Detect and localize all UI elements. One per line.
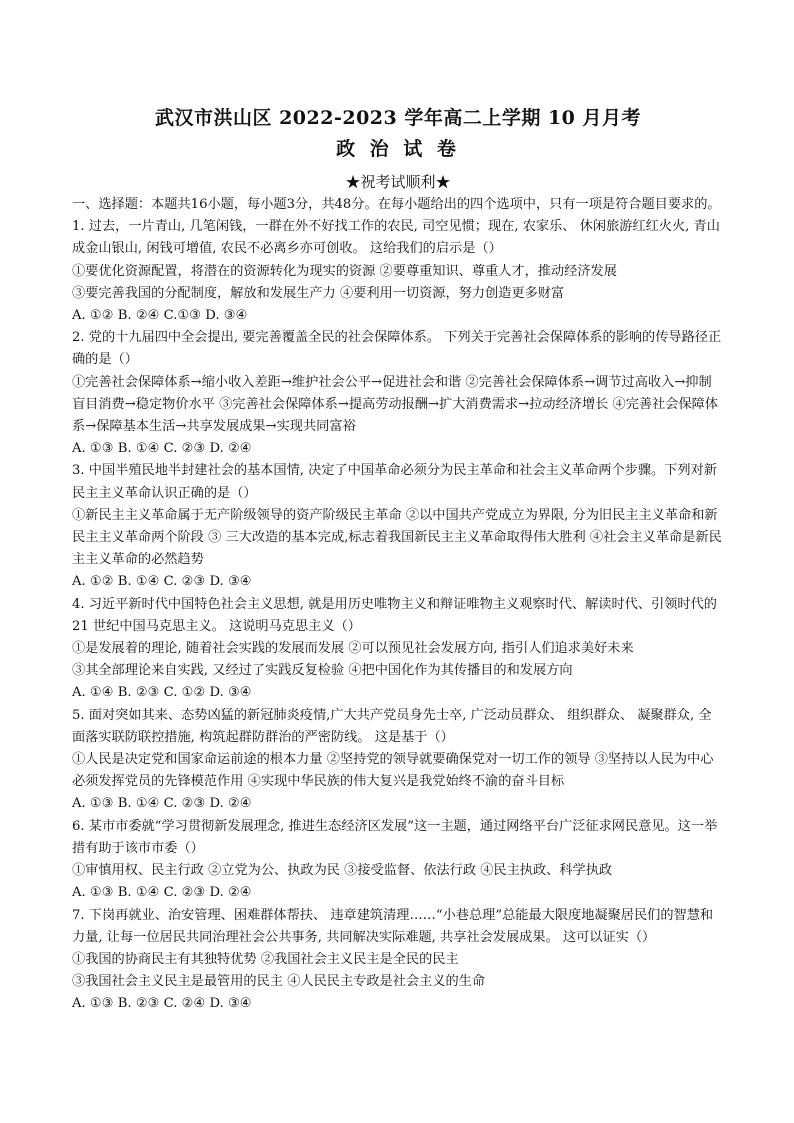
- question-4: [72, 594, 724, 705]
- question-options: A. ①③ B. ①④ C. ②③ D. ②④: [72, 796, 252, 812]
- question-statements: ③我国社会主义民主是最管用的民主 ④人民民主专政是社会主义的生命: [72, 974, 486, 990]
- question-options: A. ①③ B. ②③ C. ②④ D. ③④: [72, 996, 252, 1012]
- question-statements: ①审慎用权、民主行政 ②立党为公、执政为民 ③接受监督、依法行政 ④民主执政、科学执政: [72, 863, 613, 879]
- question-stem: 5. 面对突如其来、态势凶猛的新冠肺炎疫情,广大共产党员身先士卒, 广泛动员群众、 组织群众、 凝聚群众, 全面落实联防联控措施, 构筑起群防群治的严密防线。 这是基于（）: [72, 707, 712, 745]
- question-6: [72, 816, 724, 905]
- question-stem: 3. 中国半殖民地半封建社会的基本国情, 决定了中国革命必须分为民主革命和社会主义革命两个步骤。下列对新民主主义革命认识正确的是（）: [72, 463, 717, 501]
- exam-subtitle: 政 治 试 卷: [336, 138, 460, 160]
- question-stem: 2. 党的十九届四中全会提出, 要完善覆盖全民的社会保障体系。 下列关于完善社会保障体系的影响的传导路径正确的是（）: [72, 330, 722, 368]
- question-2: [72, 327, 724, 460]
- section-intro: 一、选择题：本题共16小题，每小题3分，共48分。在每小题给出的四个选项中，只有一项是符合题目要求的。: [72, 197, 721, 212]
- question-1: [72, 216, 724, 327]
- question-statements: ①新民主主义革命属于无产阶级领导的资产阶级民主革命 ②以中国共产党成立为界限, 分为旧民主主义革命和新民主主义革命两个阶段 ③ 三大改造的基本完成,标志着我国新民主主义革命取得伟大胜利 ④社会主义革命是新民主主义革命的必然趋势: [72, 507, 722, 568]
- blessing-text: ★祝考试顺利★: [345, 173, 451, 191]
- question-statements: ①我国的协商民主有其独特优势 ②我国社会主义民主是全民的民主: [72, 951, 459, 967]
- question-options: A. ①④ B. ②③ C. ①② D. ③④: [72, 685, 252, 701]
- question-stem: 6. 某市市委就“学习贯彻新发展理念, 推进生态经济区发展”这一主题，通过网络平台广泛征求网民意见。这一举措有助于该市市委（）: [72, 818, 718, 856]
- exam-title: 武汉市洪山区 2022-2023 学年高二上学期 10 月月考: [154, 107, 642, 129]
- question-options: A. ①② B. ①④ C. ②③ D. ③④: [72, 574, 252, 590]
- question-statements: ①要优化资源配置，将潜在的资源转化为现实的资源 ②要尊重知识、尊重人才，推动经济发展: [72, 263, 617, 279]
- question-stem: 7. 下岗再就业、治安管理、困难群体帮扶、 违章建筑清理……“小巷总理”总能最大限度地凝聚居民们的智慧和力量, 让每一位居民共同治理社会公共事务, 共同解决实际难题, 共享社会发展成果。 这可以证实（）: [72, 907, 714, 945]
- question-statements: ③要完善我国的分配制度，解放和发展生产力 ④要利用一切资源，努力创造更多财富: [72, 285, 565, 301]
- question-stem: 1. 过去，一片青山, 几笔闲钱，一群在外不好找工作的农民, 司空见惯；现在, 农家乐、 休闲旅游红红火火, 青山成金山银山, 闲钱可增值, 农民不必离乡亦可创收。 这给我们的启示是（）: [72, 219, 720, 257]
- question-7: [72, 905, 724, 1016]
- question-options: A. ①② B. ②④ C.①③ D. ③④: [72, 308, 248, 324]
- question-statements: ①是发展着的理论, 随着社会实践的发展而发展 ②可以预见社会发展方向, 指引人们追求美好未来: [72, 641, 634, 657]
- question-stem: 4. 习近平新时代中国特色社会主义思想, 就是用历史唯物主义和辩证唯物主义观察时代、解读时代、引领时代的 21 世纪中国马克思主义。 这说明马克思主义（）: [72, 596, 717, 634]
- question-statements: ①人民是决定党和国家命运前途的根本力量 ②坚持党的领导就要确保党对一切工作的领导 ③坚持以人民为中心必须发挥党员的先锋模范作用 ④实现中华民族的伟大复兴是我党始终不渝的奋斗目标: [72, 752, 714, 790]
- question-statements: ③其全部理论来自实践, 又经过了实践反复检验 ④把中国化作为其传播目的和发展方向: [72, 663, 573, 679]
- question-3: [72, 460, 724, 593]
- question-5: [72, 705, 724, 816]
- question-options: A. ①③ B. ①④ C. ②③ D. ②④: [72, 441, 252, 457]
- question-options: A. ①③ B. ①④ C. ②③ D. ②④: [72, 885, 252, 901]
- question-statements: ①完善社会保障体系→缩小收入差距→维护社会公平→促进社会和谐 ②完善社会保障体系→调节过高收入→抑制盲目消费→稳定物价水平 ③完善社会保障体系→提高劳动报酬→扩大消费需求→拉动经济增长 ④完善社会保障体系→保障基本生活→共享发展成果→实现共同富裕: [72, 374, 719, 435]
